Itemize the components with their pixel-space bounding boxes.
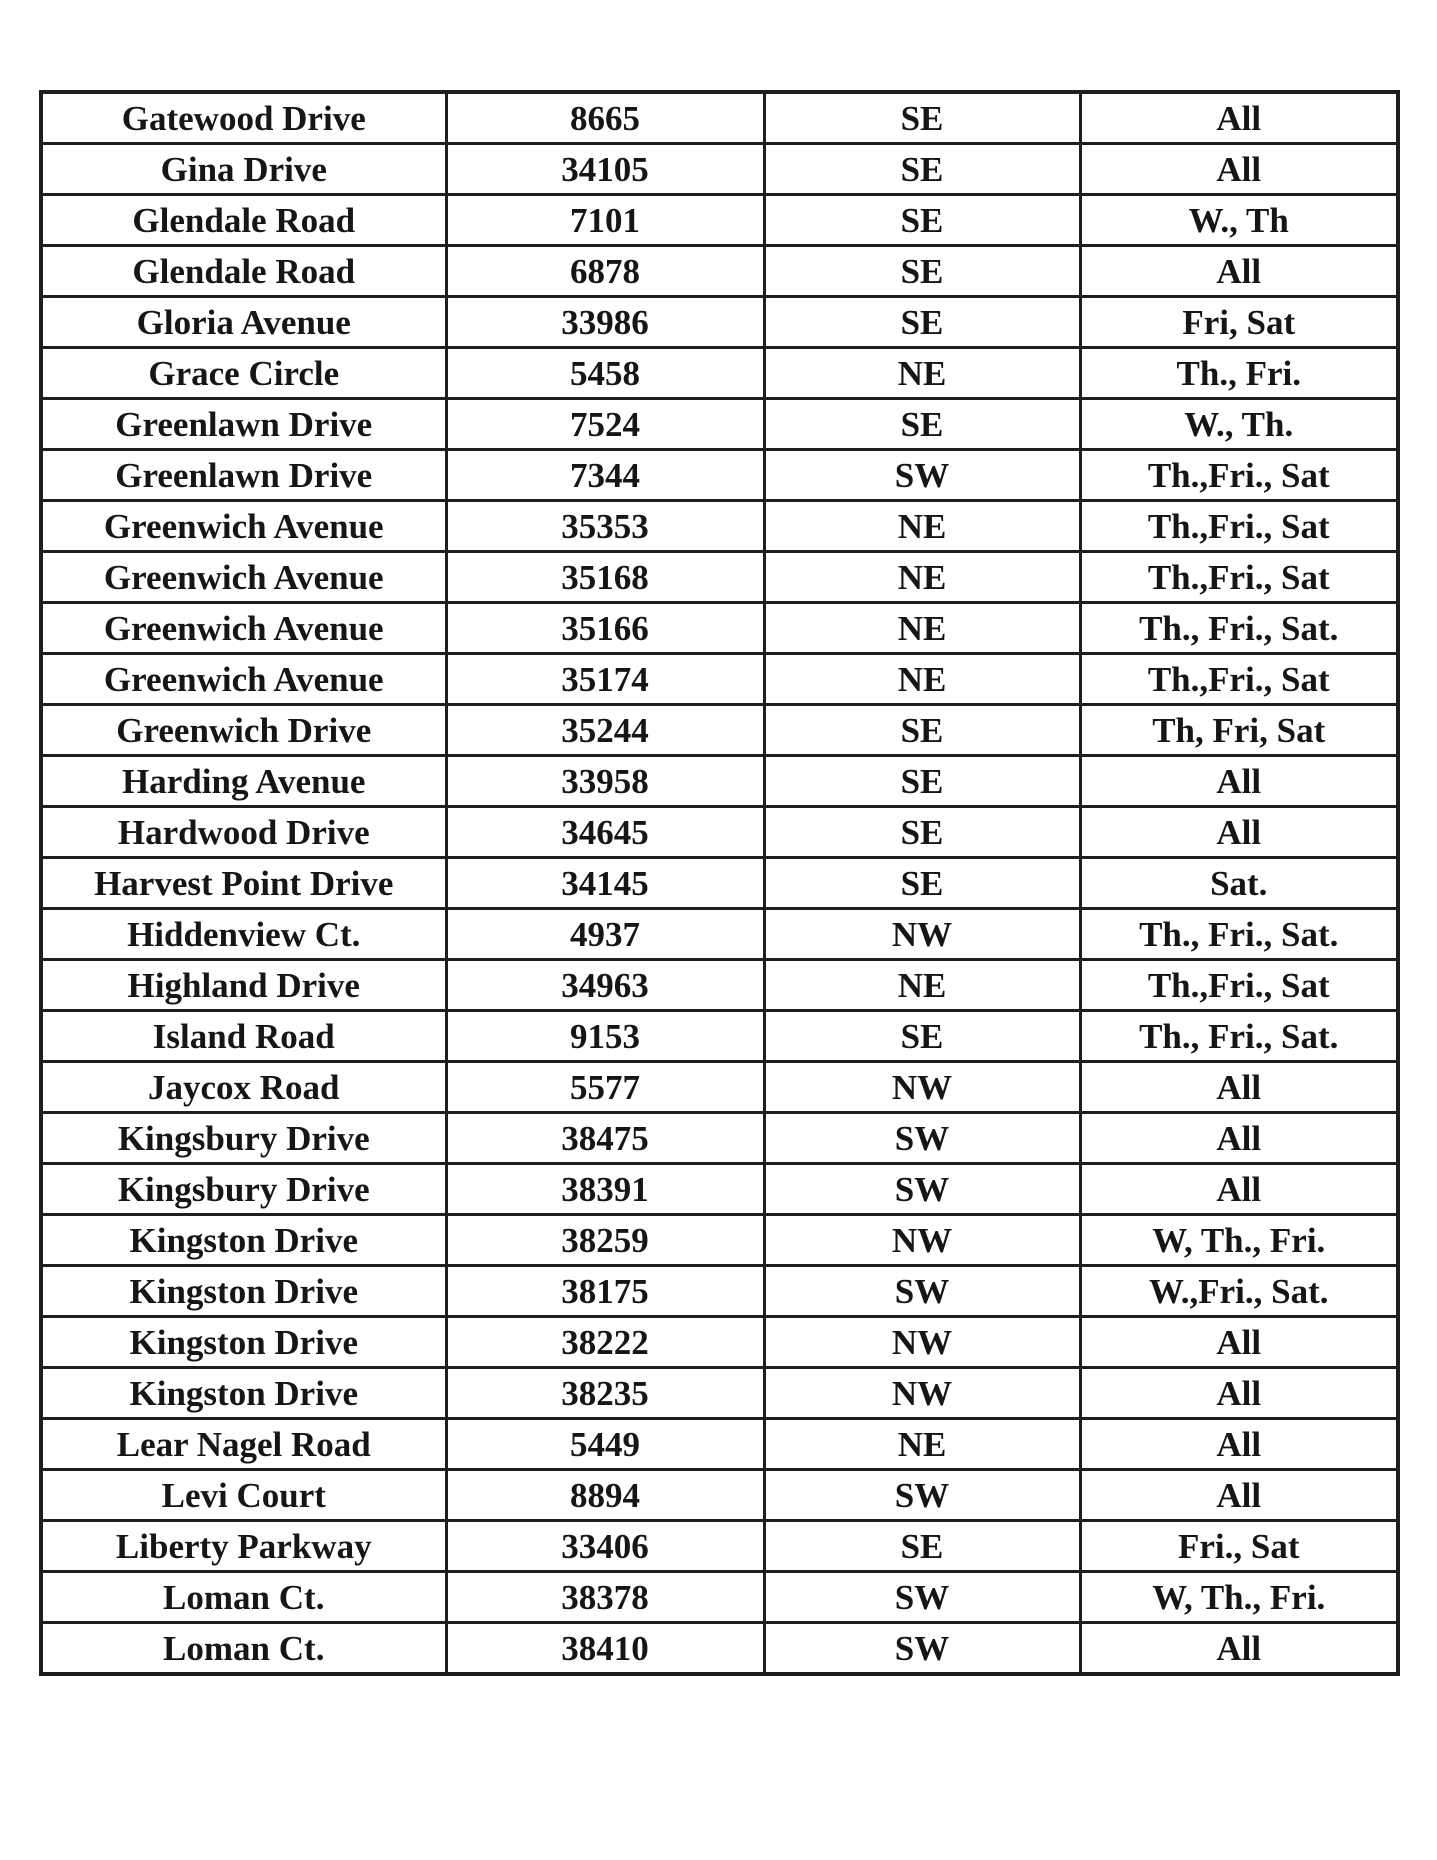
house-number-cell: 38222 [446,1317,764,1368]
table-row [41,1368,1398,1419]
house-number-cell: 34963 [446,960,764,1011]
table-row [41,807,1398,858]
days-cell: All [1080,1164,1398,1215]
days-cell: Th.,Fri., Sat [1080,501,1398,552]
table-row [41,1623,1398,1675]
days-cell: All [1080,1470,1398,1521]
street-name-cell: Hardwood Drive [41,807,446,858]
street-name-cell: Gina Drive [41,144,446,195]
street-name-cell: Harding Avenue [41,756,446,807]
street-name-cell: Lear Nagel Road [41,1419,446,1470]
street-name-cell: Kingsbury Drive [41,1164,446,1215]
table-row [41,654,1398,705]
days-cell: All [1080,1623,1398,1675]
days-cell: All [1080,144,1398,195]
street-name-cell: Greenlawn Drive [41,399,446,450]
table-row [41,1062,1398,1113]
days-cell: Th, Fri, Sat [1080,705,1398,756]
days-cell: All [1080,1419,1398,1470]
street-name-cell: Gloria Avenue [41,297,446,348]
house-number-cell: 34645 [446,807,764,858]
table-row [41,297,1398,348]
table-row [41,195,1398,246]
quadrant-cell: NE [764,960,1080,1011]
street-name-cell: Hiddenview Ct. [41,909,446,960]
quadrant-cell: SW [764,1623,1080,1675]
house-number-cell: 38259 [446,1215,764,1266]
street-name-cell: Island Road [41,1011,446,1062]
table-row [41,450,1398,501]
street-name-cell: Kingston Drive [41,1317,446,1368]
table-row [41,603,1398,654]
house-number-cell: 38378 [446,1572,764,1623]
quadrant-cell: SW [764,1572,1080,1623]
house-number-cell: 7101 [446,195,764,246]
house-number-cell: 38235 [446,1368,764,1419]
table-row [41,348,1398,399]
days-cell: Th.,Fri., Sat [1080,960,1398,1011]
quadrant-cell: NE [764,552,1080,603]
quadrant-cell: SW [764,1164,1080,1215]
street-name-cell: Loman Ct. [41,1572,446,1623]
quadrant-cell: SE [764,195,1080,246]
house-number-cell: 38410 [446,1623,764,1675]
quadrant-cell: SE [764,1011,1080,1062]
quadrant-cell: SE [764,297,1080,348]
house-number-cell: 6878 [446,246,764,297]
quadrant-cell: SW [764,1113,1080,1164]
street-name-cell: Loman Ct. [41,1623,446,1675]
street-name-cell: Highland Drive [41,960,446,1011]
house-number-cell: 38175 [446,1266,764,1317]
quadrant-cell: NW [764,1062,1080,1113]
table-row [41,1215,1398,1266]
quadrant-cell: SE [764,858,1080,909]
table-row [41,858,1398,909]
quadrant-cell: SW [764,450,1080,501]
quadrant-cell: SE [764,756,1080,807]
street-name-cell: Greenwich Avenue [41,654,446,705]
table-row [41,1164,1398,1215]
house-number-cell: 5458 [446,348,764,399]
table-row [41,909,1398,960]
days-cell: W, Th., Fri. [1080,1215,1398,1266]
days-cell: W.,Fri., Sat. [1080,1266,1398,1317]
quadrant-cell: SE [764,144,1080,195]
table-row [41,1317,1398,1368]
house-number-cell: 38391 [446,1164,764,1215]
quadrant-cell: SE [764,1521,1080,1572]
table-row [41,1266,1398,1317]
street-name-cell: Greenwich Avenue [41,552,446,603]
house-number-cell: 8894 [446,1470,764,1521]
days-cell: All [1080,92,1398,144]
house-number-cell: 4937 [446,909,764,960]
quadrant-cell: NE [764,654,1080,705]
days-cell: W., Th. [1080,399,1398,450]
days-cell: Fri, Sat [1080,297,1398,348]
quadrant-cell: NW [764,1368,1080,1419]
table-row [41,552,1398,603]
days-cell: Sat. [1080,858,1398,909]
quadrant-cell: SE [764,246,1080,297]
table-row [41,92,1398,144]
days-cell: Fri., Sat [1080,1521,1398,1572]
days-cell: Th.,Fri., Sat [1080,654,1398,705]
street-name-cell: Gatewood Drive [41,92,446,144]
street-schedule-table [39,90,1400,1676]
house-number-cell: 5449 [446,1419,764,1470]
quadrant-cell: NW [764,1317,1080,1368]
quadrant-cell: NE [764,603,1080,654]
table-row [41,501,1398,552]
quadrant-cell: NW [764,1215,1080,1266]
days-cell: All [1080,1317,1398,1368]
table-row [41,399,1398,450]
street-name-cell: Greenwich Avenue [41,501,446,552]
street-name-cell: Grace Circle [41,348,446,399]
street-name-cell: Kingston Drive [41,1266,446,1317]
table-body [41,92,1398,1674]
house-number-cell: 35174 [446,654,764,705]
quadrant-cell: NE [764,348,1080,399]
days-cell: W, Th., Fri. [1080,1572,1398,1623]
house-number-cell: 34145 [446,858,764,909]
quadrant-cell: NW [764,909,1080,960]
quadrant-cell: NE [764,1419,1080,1470]
house-number-cell: 35244 [446,705,764,756]
street-name-cell: Greenlawn Drive [41,450,446,501]
house-number-cell: 38475 [446,1113,764,1164]
street-name-cell: Kingston Drive [41,1368,446,1419]
street-name-cell: Glendale Road [41,246,446,297]
quadrant-cell: SW [764,1470,1080,1521]
street-name-cell: Harvest Point Drive [41,858,446,909]
street-name-cell: Kingsbury Drive [41,1113,446,1164]
street-name-cell: Jaycox Road [41,1062,446,1113]
table-row [41,1470,1398,1521]
table-row [41,960,1398,1011]
house-number-cell: 33958 [446,756,764,807]
days-cell: Th.,Fri., Sat [1080,552,1398,603]
days-cell: All [1080,756,1398,807]
days-cell: All [1080,246,1398,297]
street-name-cell: Greenwich Avenue [41,603,446,654]
house-number-cell: 35353 [446,501,764,552]
house-number-cell: 7524 [446,399,764,450]
table-row [41,246,1398,297]
quadrant-cell: SE [764,92,1080,144]
table-row [41,1572,1398,1623]
house-number-cell: 35166 [446,603,764,654]
table-row [41,1419,1398,1470]
house-number-cell: 9153 [446,1011,764,1062]
street-name-cell: Greenwich Drive [41,705,446,756]
quadrant-cell: SE [764,705,1080,756]
street-name-cell: Liberty Parkway [41,1521,446,1572]
table-row [41,756,1398,807]
quadrant-cell: SW [764,1266,1080,1317]
house-number-cell: 8665 [446,92,764,144]
days-cell: All [1080,1062,1398,1113]
document-page [39,90,1396,1676]
house-number-cell: 33406 [446,1521,764,1572]
days-cell: Th., Fri., Sat. [1080,603,1398,654]
house-number-cell: 33986 [446,297,764,348]
days-cell: All [1080,1113,1398,1164]
table-row [41,1011,1398,1062]
house-number-cell: 35168 [446,552,764,603]
house-number-cell: 5577 [446,1062,764,1113]
days-cell: W., Th [1080,195,1398,246]
table-row [41,1521,1398,1572]
house-number-cell: 7344 [446,450,764,501]
street-name-cell: Kingston Drive [41,1215,446,1266]
quadrant-cell: NE [764,501,1080,552]
days-cell: Th., Fri., Sat. [1080,1011,1398,1062]
table-row [41,144,1398,195]
days-cell: All [1080,807,1398,858]
days-cell: Th., Fri., Sat. [1080,909,1398,960]
days-cell: Th., Fri. [1080,348,1398,399]
days-cell: Th.,Fri., Sat [1080,450,1398,501]
house-number-cell: 34105 [446,144,764,195]
table-row [41,705,1398,756]
days-cell: All [1080,1368,1398,1419]
street-name-cell: Levi Court [41,1470,446,1521]
table-row [41,1113,1398,1164]
quadrant-cell: SE [764,399,1080,450]
quadrant-cell: SE [764,807,1080,858]
street-name-cell: Glendale Road [41,195,446,246]
